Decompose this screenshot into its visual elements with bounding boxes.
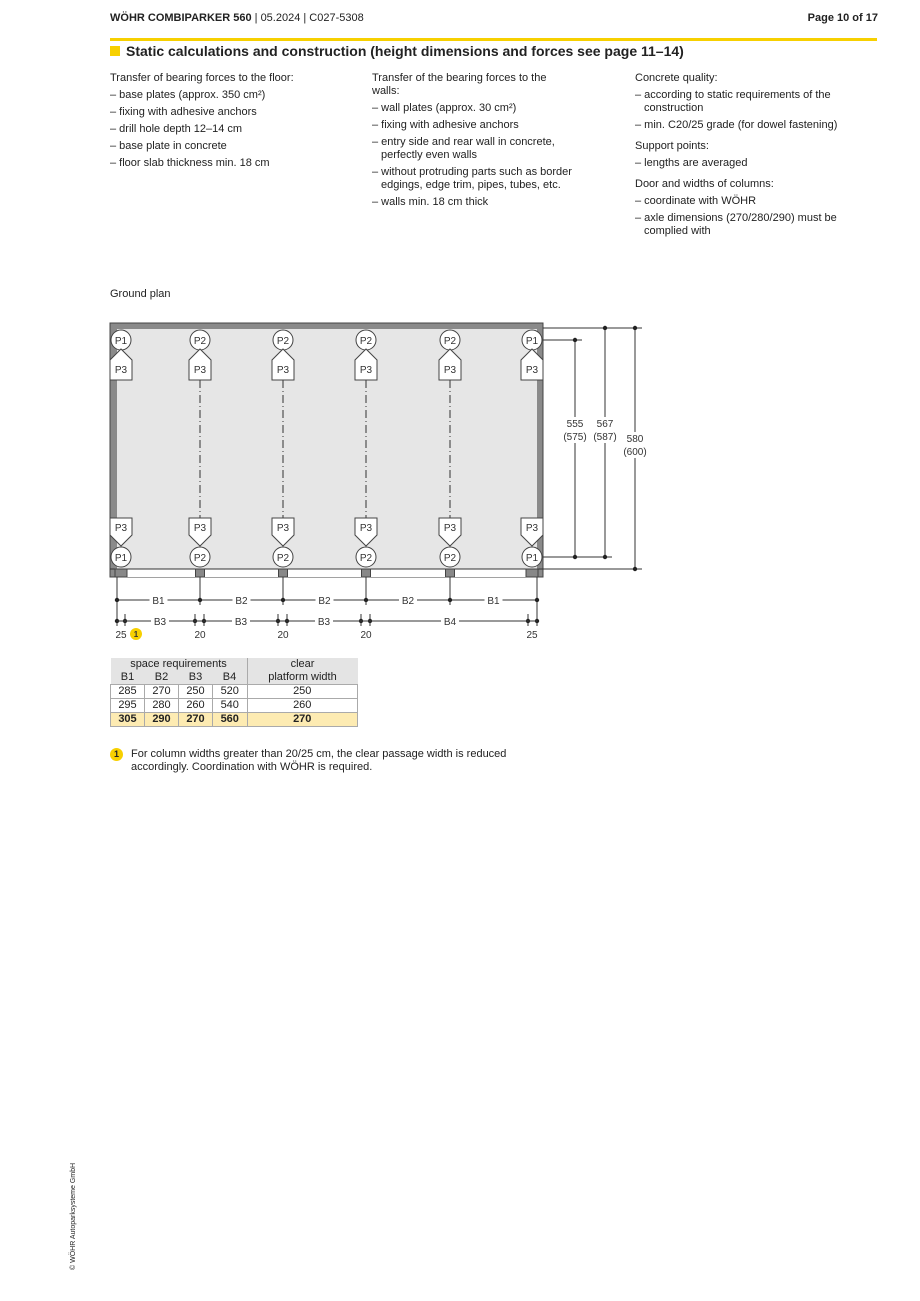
- doc-meta: | 05.2024 | C027-5308: [251, 12, 364, 24]
- support-label: P2: [443, 553, 457, 564]
- table-row: [111, 685, 358, 699]
- support-label: P1: [525, 553, 539, 564]
- dimension-dot: [364, 598, 368, 602]
- support-label: P2: [276, 336, 290, 347]
- dimension-label: 567: [596, 419, 614, 430]
- dimension-label: B1: [152, 596, 165, 607]
- support-label: P3: [114, 365, 128, 376]
- support-label: P3: [276, 523, 290, 534]
- dimension-label: 580: [626, 434, 644, 445]
- dimension-dot: [115, 598, 119, 602]
- support-label: P3: [359, 365, 373, 376]
- list-item: – drill hole depth 12–14 cm: [110, 123, 243, 135]
- dimension-label: B2: [401, 596, 415, 607]
- dimension-label: B1: [487, 596, 500, 607]
- table-header-platform-width: platform width: [247, 671, 358, 685]
- dimension-label: B3: [153, 617, 167, 628]
- note-marker: 1: [133, 630, 139, 639]
- dimension-dot: [198, 598, 202, 602]
- column-width-label: 25: [526, 630, 538, 641]
- cell: 290: [145, 713, 179, 727]
- section-title-text: Static calculations and construction (height dimensions and forces see page 11–14): [126, 43, 684, 59]
- entry-opening: [117, 569, 537, 577]
- footnote-text: For column widths greater than 20/25 cm, the clear passage width is reduced accordingly. Coordination with WÖHR is required.: [131, 748, 507, 773]
- product-name: WÖHR COMBIPARKER 560: [110, 12, 252, 24]
- footnote-marker: 1: [110, 748, 123, 761]
- support-label: P2: [193, 553, 207, 564]
- column-width-label: 20: [277, 630, 289, 641]
- support-label: P1: [525, 336, 539, 347]
- table-header: B3: [179, 671, 213, 685]
- support-label: P3: [193, 523, 207, 534]
- cell: 270: [247, 713, 358, 727]
- dimension-label: B4: [443, 617, 457, 628]
- column-width-label: 20: [194, 630, 206, 641]
- dimension-dot: [535, 598, 539, 602]
- list-item: – axle dimensions (270/280/290) must be complied with: [635, 212, 837, 237]
- column-title: Concrete quality:: [635, 72, 718, 84]
- list-item: – fixing with adhesive anchors: [110, 106, 257, 118]
- cell: 520: [213, 685, 248, 699]
- dimension-label: B3: [234, 617, 248, 628]
- cell: 285: [111, 685, 145, 699]
- support-label: P3: [276, 365, 290, 376]
- copyright: © WÖHR Autoparksysteme GmbH: [70, 1162, 77, 1270]
- dimension-label: (575): [563, 432, 587, 443]
- support-label: P3: [114, 523, 128, 534]
- column-title: Support points:: [635, 140, 709, 152]
- list-item: – coordinate with WÖHR: [635, 195, 757, 207]
- column-width-label: 20: [360, 630, 372, 641]
- support-label: P3: [525, 523, 539, 534]
- list-item: – base plates (approx. 350 cm²): [110, 89, 266, 101]
- table-header-clear: clear: [247, 658, 358, 671]
- cell: 540: [213, 699, 248, 713]
- space-requirements-table: [110, 658, 358, 727]
- column-base: [446, 569, 455, 577]
- support-label: P2: [359, 336, 373, 347]
- list-item: – lengths are averaged: [635, 157, 748, 169]
- dimension-label: 555: [566, 419, 584, 430]
- column-title: Transfer of bearing forces to the floor:: [110, 72, 294, 84]
- support-label: P3: [193, 365, 207, 376]
- table-group-header: space requirements: [111, 658, 248, 671]
- floor-area: [114, 329, 537, 569]
- dimension-dot: [633, 567, 637, 571]
- support-label: P3: [443, 523, 457, 534]
- column-base: [526, 569, 538, 577]
- column-base: [362, 569, 371, 577]
- column-width-label: 25: [115, 630, 127, 641]
- list-item: – according to static requirements of the construction: [635, 89, 831, 114]
- list-item: – min. C20/25 grade (for dowel fastening): [635, 119, 838, 131]
- cell: 305: [111, 713, 145, 727]
- dimension-dot: [603, 555, 607, 559]
- cell: 560: [213, 713, 248, 727]
- support-label: P2: [359, 553, 373, 564]
- support-label: P2: [443, 336, 457, 347]
- support-label: P3: [443, 365, 457, 376]
- support-label: P1: [114, 553, 128, 564]
- dimension-dot: [633, 326, 637, 330]
- column-base: [279, 569, 288, 577]
- cell: 295: [111, 699, 145, 713]
- page-number: Page 10 of 17: [807, 12, 878, 24]
- dimension-dot: [573, 555, 577, 559]
- table-header: B4: [213, 671, 248, 685]
- table-header: B2: [145, 671, 179, 685]
- ground-plan-title: Ground plan: [110, 288, 171, 300]
- dimension-label: B3: [317, 617, 331, 628]
- dimension-dot: [573, 338, 577, 342]
- support-label: P3: [525, 365, 539, 376]
- list-item: – floor slab thickness min. 18 cm: [110, 157, 270, 169]
- dimension-label: (587): [593, 432, 617, 443]
- list-item: – walls min. 18 cm thick: [372, 196, 489, 208]
- support-label: P2: [193, 336, 207, 347]
- dimension-dot: [603, 326, 607, 330]
- list-item: – wall plates (approx. 30 cm²): [372, 102, 517, 114]
- table-header: B1: [111, 671, 145, 685]
- dimension-label: B2: [318, 596, 331, 607]
- column-base: [115, 569, 127, 577]
- cell: 280: [145, 699, 179, 713]
- cell: 260: [179, 699, 213, 713]
- dimension-dot: [448, 598, 452, 602]
- cell: 250: [179, 685, 213, 699]
- list-item: – fixing with adhesive anchors: [372, 119, 519, 131]
- dimension-label: (600): [623, 447, 647, 458]
- list-item: – entry side and rear wall in concrete, perfectly even walls: [372, 136, 555, 161]
- cell: 250: [247, 685, 358, 699]
- support-label: P1: [114, 336, 128, 347]
- column-title: Transfer of the bearing forces to the walls:: [372, 72, 547, 97]
- dimension-dot: [281, 598, 285, 602]
- table-row-highlighted: [111, 713, 358, 727]
- dimension-label: B2: [235, 596, 248, 607]
- cell: 270: [179, 713, 213, 727]
- cell: 270: [145, 685, 179, 699]
- footnote: [110, 748, 507, 773]
- list-item: – without protruding parts such as border edgings, edge trim, pipes, tubes, etc.: [372, 166, 572, 191]
- table-row: [111, 699, 358, 713]
- cell: 260: [247, 699, 358, 713]
- list-item: – base plate in concrete: [110, 140, 227, 152]
- column-title: Door and widths of columns:: [635, 178, 774, 190]
- support-label: P2: [276, 553, 290, 564]
- support-label: P3: [359, 523, 373, 534]
- column-base: [196, 569, 205, 577]
